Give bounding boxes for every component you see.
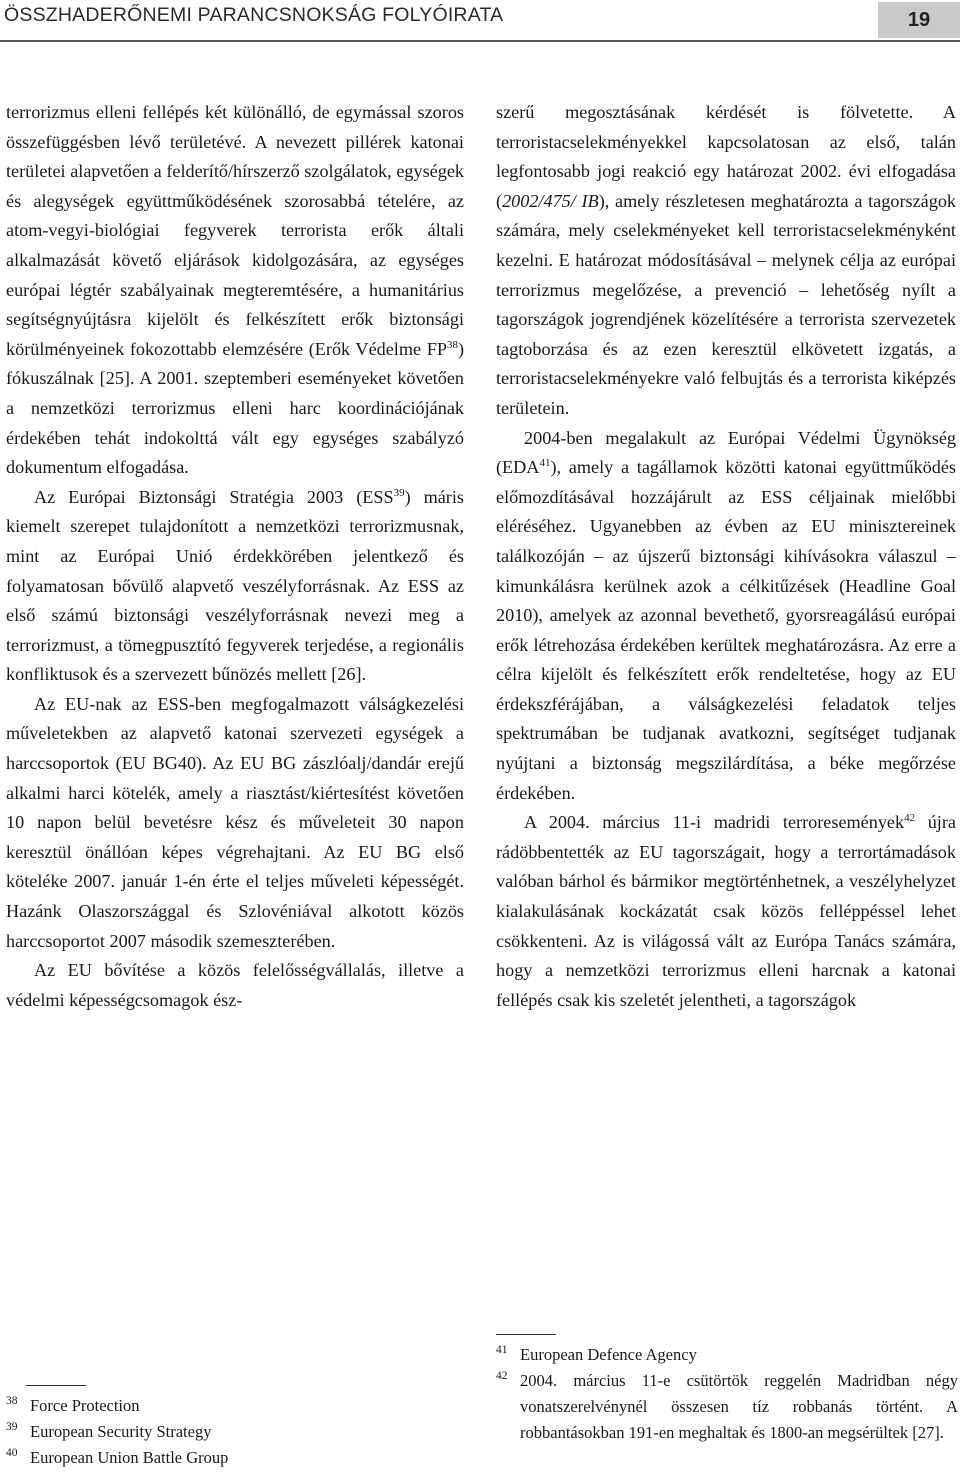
footnote-number: 40 bbox=[6, 1447, 18, 1459]
paragraph bbox=[496, 98, 956, 424]
journal-title: ÖSSZHADERŐNEMI PARANCSNOKSÁG FOLYÓIRATA bbox=[4, 4, 504, 26]
paragraph bbox=[496, 808, 956, 1015]
footnote bbox=[6, 1445, 464, 1471]
footnote bbox=[6, 1393, 464, 1419]
paragraph-text: ) máris kiemelt szerepet tulajdonított a nemzetközi terrorizmusnak, mint az Európai Unió érdekkörében jelentkező és folyamatosan bővülő alapvető veszélyforrásnak. Az ESS az első számú biztonsági veszélyforrásnak nevezi meg a terrorizmust, a tömegpusztító fegyverek terjedése, a regionális konfliktusok és a szervezett bűnözés mellett [26]. bbox=[6, 486, 464, 685]
paragraph-text: terrorizmus elleni fellépés két különálló, de egymással szoros összefüggésben lévő területévé. A nevezett pillérek katonai területei alapvetően a felderítő/hírszerző szolgálatok, egységek és alegységek együttműködésének szorosabbá tételére, az atom-vegyi-biológiai fegyverek terrorista erők általi alkalmazását követő eljárások kidolgozására, az egységes európai légtér szabályainak megteremtésére, a humanitárius segítségnyújtásra kijelölt és felkészített erők biztonsági körülményeinek fokozottabb elemzésére (Erők Védelme FP bbox=[6, 102, 464, 359]
footnote-ref: 42 bbox=[904, 812, 916, 825]
footnote-ref: 41 bbox=[539, 457, 551, 470]
paragraph-text: újra rádöbbentették az EU tagországait, hogy a terrortámadások valóban bárhol és bármikor megtörténhetnek, a veszélyhelyzet kialakulásának kockázatát csak közös felléppéssel lehet csökkenteni. Az is világossá vált az Európa Tanács számára, hogy a nemzetközi terrorizmus elleni harcnak a katonai fellépés csak kis szeletét jelentheti, a tagországok bbox=[496, 812, 956, 1010]
left-column bbox=[6, 98, 464, 1015]
footnote-rule bbox=[496, 1334, 556, 1335]
paragraph-text: Az Európai Biztonsági Stratégia 2003 (ESS bbox=[34, 486, 394, 507]
paragraph-text: ), amely a tagállamok közötti katonai együttműködés előmozdításával hozzájárult az ESS céljainak mielőbbi eléréséhez. Ugyanebben az évben az EU minisztereinek találkozóján – az újszerű biztonsági kihívásokra válaszul – kimunkálásra kerülnek azok a célkitűzések (Headline Goal 2010), amelyek az azonnal bevethető, gyorsreagálású európai erők létrehozása érdekében kerültek meghatározásra. Az erre a célra kijelölt és felkészített erők rendeltetése, hogy az EU érdekszférájában, a válságkezelési feladatok teljes spektrumában be tudjanak avatkozni, segítséget tudjanak nyújtani a biztonság megszilárdítása, a béke megőrzése érdekében. bbox=[496, 457, 956, 803]
paragraph bbox=[6, 98, 464, 483]
paragraph: Az EU-nak az ESS-ben megfogalmazott válságkezelési műveletekben az alapvető katonai szervezeti egységek a harccsoportok (EU BG40). Az EU BG zászlóalj/dandár erejű alkalmi harci kötelék, amely a riasztást/kiértesítést követően 10 napon belül bevetésre kész és műveleteit 30 napon keresztül önállóan képes végrehajtani. Az EU BG első köteléke 2007. január 1-én érte el teljes műveleti képességét. Hazánk Olaszországgal és Szlovéniával alkotott közös harccsoportot 2007 második szemeszterében. bbox=[6, 693, 464, 951]
footnote-number: 42 bbox=[496, 1370, 508, 1382]
footnote-number: 41 bbox=[496, 1344, 508, 1356]
footnotes-right bbox=[496, 1334, 958, 1446]
footnotes-left bbox=[6, 1385, 464, 1471]
document-reference: 2002/475/ IB bbox=[502, 190, 599, 211]
right-column bbox=[496, 98, 956, 1015]
footnote-text: European Security Strategy bbox=[30, 1422, 212, 1441]
footnote-text: European Defence Agency bbox=[520, 1345, 697, 1364]
page-header bbox=[0, 0, 960, 42]
footnote-ref: 39 bbox=[393, 486, 405, 499]
paragraph-text: szerű megosztásának kérdését is fölvetette. A terroristacselekményekkel kapcsolatosan az első, talán legfontosabb jogi reakció egy határozat 2002. évi elfogadása ( bbox=[496, 102, 956, 211]
footnote-text: 2004. március 11-e csütörtök reggelén Madridban négy vonatszerelvénynél összesen tíz robbanás történt. A robbantásokban 191-en meghaltak és 1800-an megsérültek [27]. bbox=[520, 1371, 958, 1442]
footnote-text: European Union Battle Group bbox=[30, 1448, 229, 1467]
footnote-number: 38 bbox=[6, 1395, 18, 1407]
page-number: 19 bbox=[878, 2, 960, 38]
footnote-rule bbox=[26, 1385, 86, 1386]
paragraph-text: A 2004. március 11-i madridi terroresemények bbox=[524, 812, 905, 833]
paragraph: Az EU bővítése a közös felelősségvállalás, illetve a védelmi képességcsomagok ész- bbox=[6, 960, 464, 1010]
footnote-ref: 38 bbox=[446, 338, 458, 351]
paragraph bbox=[496, 424, 956, 809]
paragraph-text: 2004-ben megalakult az Európai Védelmi Ügynökség (EDA bbox=[496, 427, 956, 478]
footnote bbox=[6, 1419, 464, 1445]
footnote bbox=[496, 1368, 958, 1446]
footnote-number: 39 bbox=[6, 1421, 18, 1433]
footnote bbox=[496, 1342, 958, 1368]
footnote-text: Force Protection bbox=[30, 1396, 140, 1415]
paragraph-text: ) fókuszálnak [25]. A 2001. szeptemberi eseményeket követően a nemzetközi terrorizmus elleni harc koordinációjának érdekében tehát indokolttá vált egy egységes szabályzó dokumentum elfogadása. bbox=[6, 338, 464, 478]
paragraph bbox=[6, 483, 464, 690]
paragraph-text: ), amely részletesen meghatározta a tagországok számára, mely cselekményeket kell terroristacselekményként kezelni. E határozat módosításával – melynek célja az európai terrorizmus megelőzése, a prevenció – lehetőség nyílt a tagországok jogrendjének közelítésére a terrorista szervezetek tagtoborzása és az ezen keresztül elkövetett izgatás, a terroristacselekményekre való felbujtás és a terrorista kiképzés területein. bbox=[496, 190, 957, 418]
